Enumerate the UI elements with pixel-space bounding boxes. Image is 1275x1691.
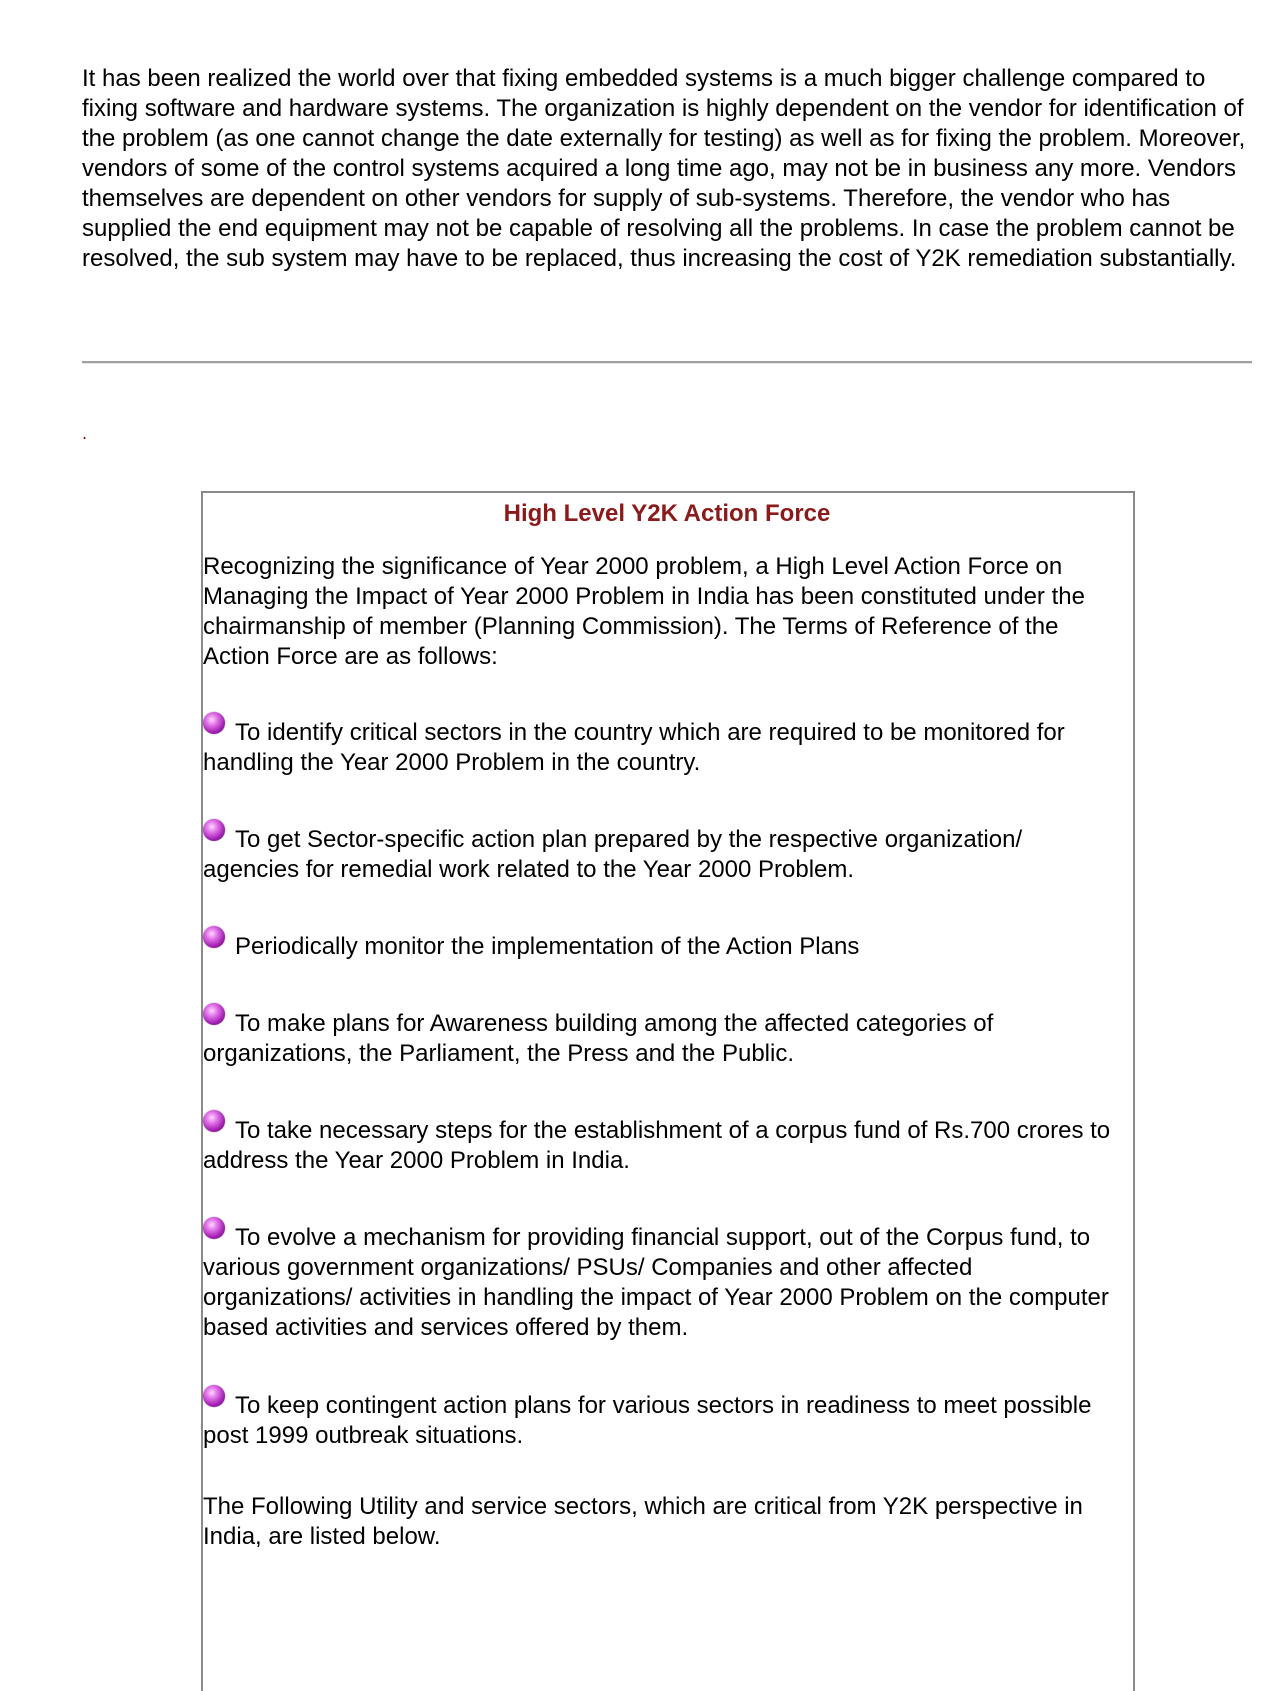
- intro-paragraph: It has been realized the world over that fixing embedded systems is a much bigger challenge compared to fixing software and hardware systems. The organization is highly dependent on the vendor for identification of the problem (as one cannot change the date externally for testing) as well as for fixing the problem. Moreover, vendors of some of the control systems acquired a long time ago, may not be in business any more. Vendors themselves are dependent on other vendors for supply of sub-systems. Therefore, the vendor who has supplied the end equipment may not be capable of resolving all the problems. In case the problem cannot be resolved, the sub system may have to be replaced, thus increasing the cost of Y2K remediation substantially.: [82, 65, 1246, 272]
- term-text: Periodically monitor the implementation of the Action Plans: [235, 933, 860, 960]
- term-text: To take necessary steps for the establishment of a corpus fund of Rs.700 crores to address the Year 2000 Problem in India.: [203, 1117, 1111, 1174]
- purple-sphere-bullet-icon: [203, 926, 225, 948]
- term-text: To make plans for Awareness building among the affected categories of organizations, the Parliament, the Press and the Public.: [203, 1010, 994, 1067]
- purple-sphere-bullet-icon: [203, 1110, 225, 1132]
- horizontal-rule: [82, 361, 1252, 364]
- term-item: [203, 926, 1123, 962]
- term-item: [203, 819, 1123, 885]
- purple-sphere-bullet-icon: [203, 1385, 225, 1407]
- separator-dot: .: [82, 423, 88, 443]
- action-force-intro: Recognizing the significance of Year 2000 problem, a High Level Action Force on Managing the Impact of Year 2000 Problem in India has been constituted under the chairmanship of member (Planning Commission). The Terms of Reference of the Action Force are as follows:: [203, 553, 1085, 670]
- purple-sphere-bullet-icon: [203, 1003, 225, 1025]
- purple-sphere-bullet-icon: [203, 712, 225, 734]
- purple-sphere-bullet-icon: [203, 1217, 225, 1239]
- term-item: [203, 1110, 1123, 1176]
- action-force-closing: The Following Utility and service sectors, which are critical from Y2K perspective in India, are listed below.: [203, 1493, 1083, 1550]
- term-item: [203, 1385, 1123, 1451]
- term-text: To evolve a mechanism for providing financial support, out of the Corpus fund, to various government organizations/ PSUs/ Companies and other affected organizations/ activities in handling the impact of Year 2000 Problem on the computer based activities and services offered by them.: [203, 1224, 1109, 1341]
- term-text: To identify critical sectors in the country which are required to be monitored for handling the Year 2000 Problem in the country.: [203, 719, 1065, 776]
- term-item: [203, 1217, 1123, 1343]
- action-force-title: High Level Y2K Action Force: [503, 500, 831, 527]
- term-item: [203, 1003, 1123, 1069]
- term-text: To get Sector-specific action plan prepared by the respective organization/ agencies for remedial work related to the Year 2000 Problem.: [203, 826, 1023, 883]
- purple-sphere-bullet-icon: [203, 819, 225, 841]
- term-text: To keep contingent action plans for various sectors in readiness to meet possible post 1999 outbreak situations.: [203, 1392, 1092, 1449]
- term-item: [203, 712, 1123, 778]
